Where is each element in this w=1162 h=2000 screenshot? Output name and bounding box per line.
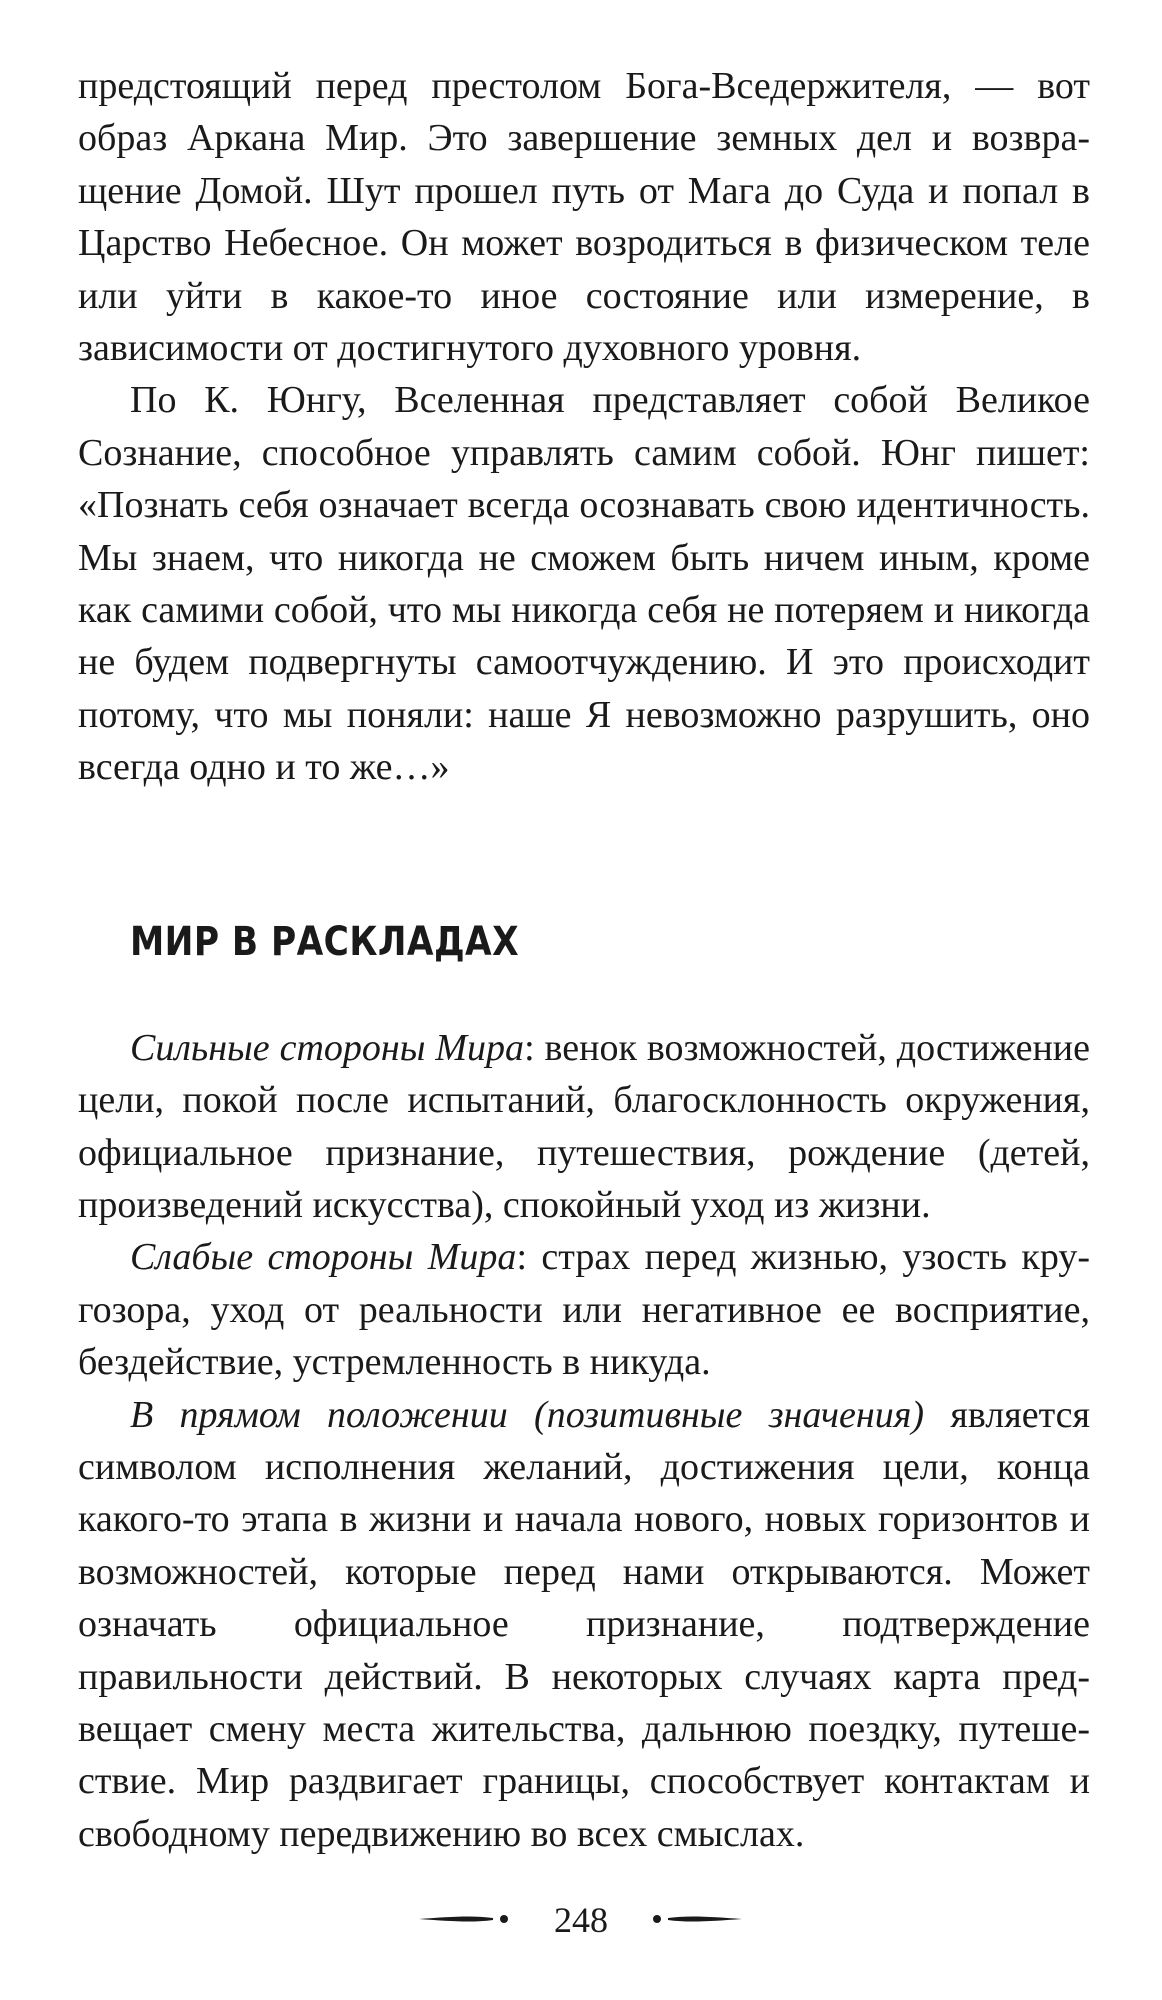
- intro-paragraph-2: По К. Юнгу, Вселенная представляет собой Великое Сознание, способное управлять самим собой. Юнг пишет: «Познать себя означает всегда осознавать свою идентичность. Мы знаем, что никогда не сможем быть ничем иным, кроме как самими собой, что мы никогда себя не потеряем и никогда не будем подвергнуты самоотчуждению. И это происходит потому, что мы поняли: наше Я невозможно разрушить, оно всегда одно и то же…»: [78, 379, 1090, 789]
- upright-label: В прямом положении (позитивные значения): [130, 1393, 925, 1436]
- page-footer: [0, 1900, 1162, 1940]
- weaknesses-paragraph: [78, 1231, 1090, 1388]
- strengths-text: : венок возможностей, достижение цели, покой после испытаний, благосклонность окружения, официальное признание, путешествия, рождение (детей, произведений искусства), спокойный уход из жизни.: [78, 1026, 1090, 1226]
- weaknesses-text: : страх перед жизнью, узость кругозора, уход от реальности или негативное ее восприятие, бездействие, устремленность в никуда.: [78, 1236, 1090, 1384]
- page-number: 248: [554, 1900, 608, 1940]
- intro-paragraph-1: предстоящий перед престолом Бога-Вседержителя, — вот образ Аркана Мир. Это завершение земных дел и возвращение Домой. Шут прошел путь от Мага до Суда и попал в Царство Небесное. Он может возродиться в физическом теле или уйти в какое-то иное состояние или измерение, в зависимости от достигнутого духовного уровня.: [78, 65, 1090, 370]
- left-ornament-icon: [417, 1908, 511, 1930]
- upright-text: является символом исполнения желаний, достижения цели, конца какого-то этапа в жизни и начала нового, новых горизонтов и возможностей, которые перед нами открываются. Может означать официальное признание, подтверждение правильности действий. В некоторых случаях карта предвещает смену места жительства, дальнюю поездку, путешествие. Мир раздвигает границы, способствует контактам и свободному передвижению во всех смыслах.: [78, 1393, 1090, 1855]
- section-heading: МИР В РАСКЛАДАХ: [130, 918, 520, 965]
- right-ornament-icon: [650, 1908, 744, 1930]
- strengths-paragraph: [78, 1022, 1090, 1232]
- strengths-label: Сильные стороны Мира: [130, 1026, 525, 1069]
- upright-paragraph: [78, 1389, 1090, 1861]
- weaknesses-label: Слабые стороны Мира: [130, 1236, 517, 1279]
- book-page: [78, 60, 1090, 1860]
- section-body: [78, 1022, 1090, 1861]
